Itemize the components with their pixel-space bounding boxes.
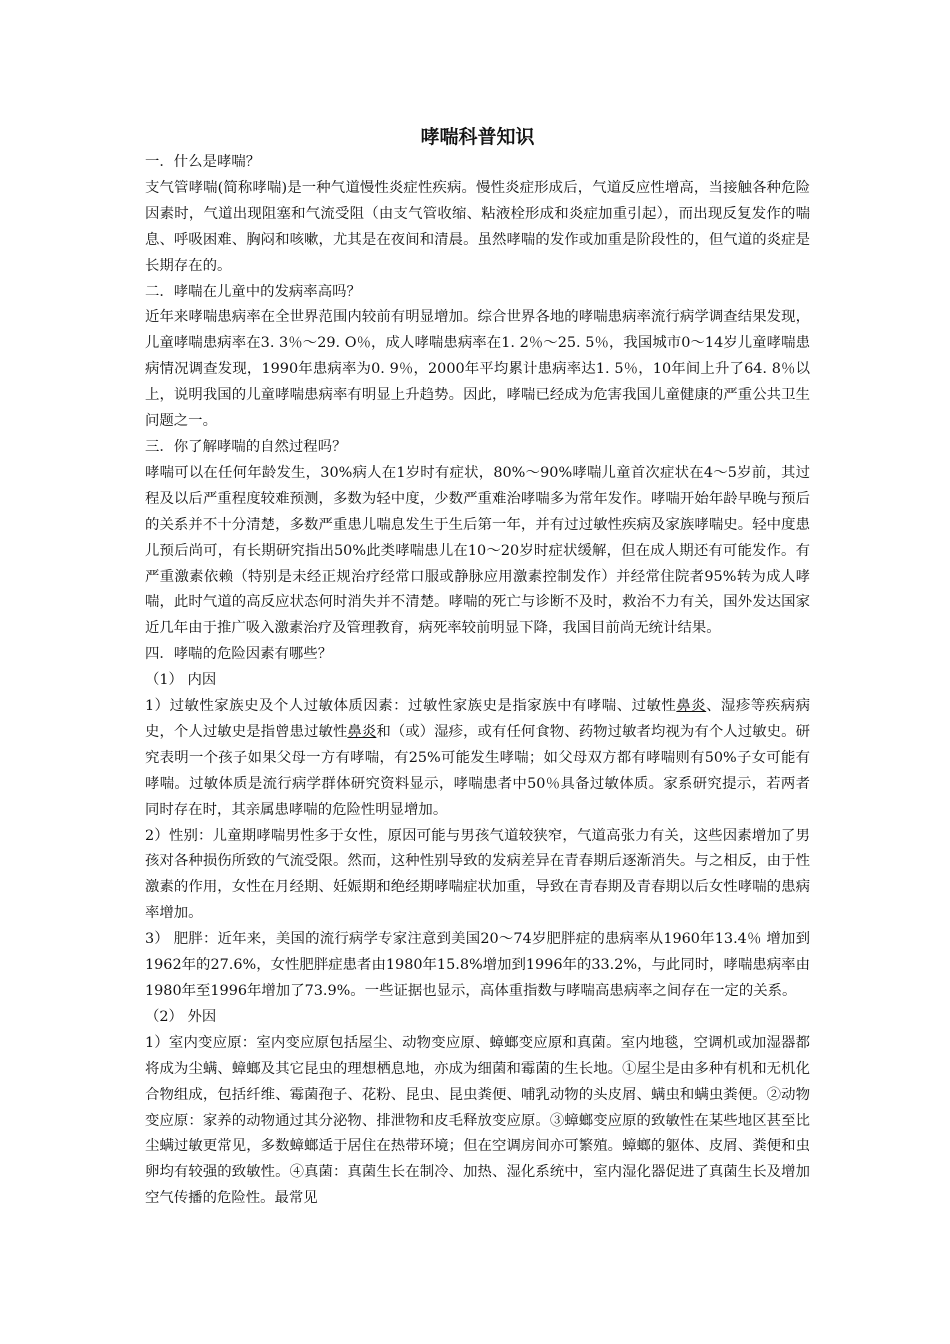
document-page	[145, 120, 810, 1212]
section-paragraph-1: 支气管哮喘(简称哮喘)是一种气道慢性炎症性疾病。慢性炎症形成后，气道反应性增高，当接触各种危险因素时，气道出现阻塞和气流受阻（由支气管收缩、粘液栓形成和炎症加重引起），而出现反复发作的喘息、呼吸困难、胸闷和咳嗽，尤其是在夜间和清晨。虽然哮喘的发作或加重是阶段性的，但气道的炎症是长期存在的。	[145, 179, 810, 274]
rhinitis-link[interactable]: 鼻炎	[347, 723, 377, 740]
document-title: 哮喘科普知识	[420, 126, 535, 148]
allergy-text-b: 、湿疹等疾病病史，个人过敏史是指曾患过敏性	[145, 698, 810, 740]
section-heading-3: 三．你了解哮喘的自然过程吗？	[145, 438, 347, 455]
section-paragraph-2: 近年来哮喘患病率在全世界范围内较前有明显增加。综合世界各地的哮喘患病率流行病学调查结果发现，儿童哮喘患病率在3. 3％～29. O％，成人哮喘患病率在1. 2％～25. 5％，我国城市0～14岁儿童哮喘患病情况调查发现，1990年患病率为0. 9％，2000年平均累计患病率达1. 5％，10年间上升了64. 8％以上，说明我国的儿童哮喘患病率有明显上升趋势。因此，哮喘已经成为危害我国儿童健康的严重公共卫生问题之一。	[145, 309, 810, 430]
section-heading-2: 二．哮喘在儿童中的发病率高吗？	[145, 283, 361, 300]
allergy-text-c: 和（或）湿疹，或有任何食物、药物过敏者均视为有个人过敏史。研究表明一个孩子如果父母一方有哮喘，有25%可能发生哮喘；如父母双方都有哮喘则有50%子女可能有哮喘。过敏体质是流行病学群体研究资料显示，哮喘患者中50％具备过敏体质。家系研究提示，若两者同时存在时，其亲属患哮喘的危险性明显增加。	[145, 723, 810, 818]
internal-factors-label: （1） 内因	[145, 672, 217, 689]
obesity-paragraph: 3） 肥胖：近年来，美国的流行病学专家注意到美国20～74岁肥胖症的患病率从1960年13.4％ 增加到1962年的27.6%，女性肥胖症患者由1980年15.8%增加到1996年的33.2%，与此同时，哮喘患病率由1980年至1996年增加了73.9%。一些证据也显示，高体重指数与哮喘高患病率之间存在一定的关系。	[145, 931, 810, 999]
rhinitis-link[interactable]: 鼻炎	[676, 698, 707, 715]
allergy-text-a: 1）过敏性家族史及个人过敏体质因素：过敏性家族史是指家族中有哮喘、过敏性	[145, 698, 677, 715]
external-factors-label: （2） 外因	[145, 1008, 217, 1025]
section-paragraph-3: 哮喘可以在任何年龄发生，30%病人在1岁时有症状，80%～90%哮喘儿童首次症状在4～5岁前，其过程及以后严重程度较难预测，多数为轻中度，少数严重难治哮喘多为常年发作。哮喘开始年龄早晚与预后的关系并不十分清楚，多数严重患儿喘息发生于生后第一年，并有过过敏性疾病及家族哮喘史。轻中度患儿预后尚可，有长期研究指出50%此类哮喘患儿在10～20岁时症状缓解，但在成人期还有可能发作。有严重激素依赖（特别是未经正规治疗经常口服或静脉应用激素控制发作）并经常住院者95%转为成人哮喘，此时气道的高反应状态何时消失并不清楚。哮喘的死亡与诊断不及时，救治不力有关，国外发达国家近几年由于推广吸入激素治疗及管理教育，病死率较前明显下降，我国目前尚无统计结果。	[145, 464, 810, 637]
allergy-paragraph	[145, 694, 810, 824]
section-heading-1: 一．什么是哮喘？	[145, 154, 261, 170]
gender-paragraph: 2）性别：儿童期哮喘男性多于女性，原因可能与男孩气道较狭窄，气道高张力有关，这些因素增加了男孩对各种损伤所致的气流受限。然而，这种性别导致的发病差异在青春期后逐渐消失。与之相反，由于性激素的作用，女性在月经期、妊娠期和绝经期哮喘症状加重，导致在青春期及青春期以后女性哮喘的患病率增加。	[145, 827, 810, 922]
indoor-allergen-paragraph: 1）室内变应原：室内变应原包括屋尘、动物变应原、蟑螂变应原和真菌。室内地毯，空调机或加湿器都将成为尘螨、蟑螂及其它昆虫的理想栖息地，亦成为细菌和霉菌的生长地。①屋尘是由多种有机和无机化合物组成，包括纤维、霉菌孢子、花粉、昆虫、昆虫粪便、哺乳动物的头皮屑、螨虫和螨虫粪便。②动物变应原：家养的动物通过其分泌物、排泄物和皮毛释放变应原。③蟑螂变应原的致敏性在某些地区甚至比尘螨过敏更常见，多数蟑螂适于居住在热带环境；但在空调房间亦可繁殖。蟑螂的躯体、皮屑、粪便和虫卵均有较强的致敏性。④真菌：真菌生长在制冷、加热、湿化系统中，室内湿化器促进了真菌生长及增加空气传播的危险性。最常见	[145, 1034, 810, 1207]
section-heading-4: 四．哮喘的危险因素有哪些？	[145, 646, 333, 663]
